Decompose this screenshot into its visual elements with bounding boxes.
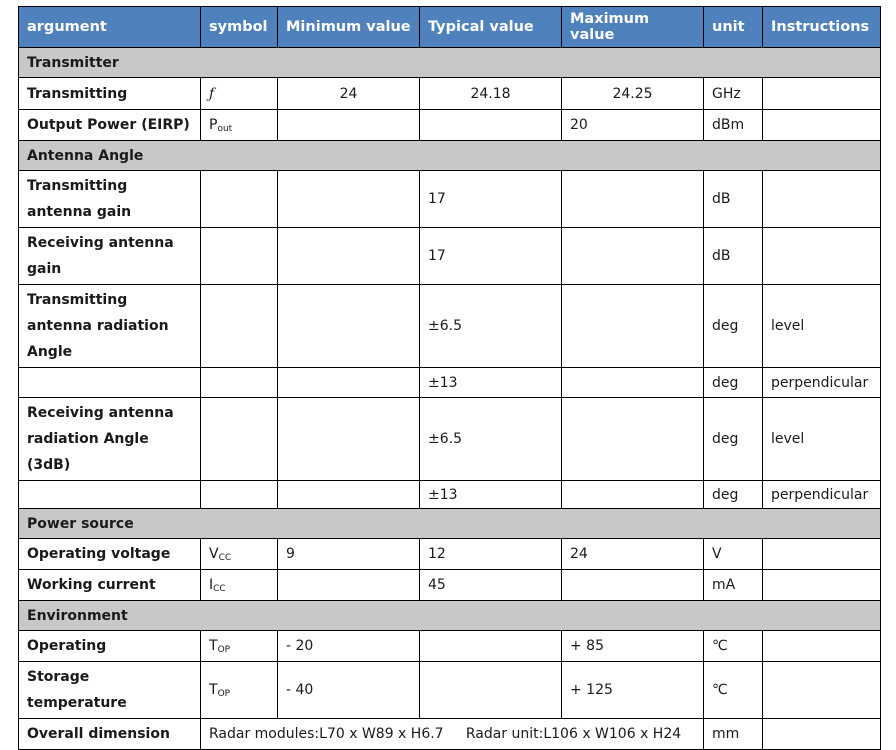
- typ-cell: ±13: [420, 368, 562, 398]
- max-cell: + 85: [562, 631, 704, 662]
- specification-table: [18, 6, 881, 750]
- unit-cell: mm: [704, 719, 763, 750]
- min-cell: [278, 570, 420, 601]
- table-row: [19, 398, 881, 481]
- typ-cell: 17: [420, 171, 562, 228]
- section-power: Power source: [19, 509, 881, 539]
- typ-cell: 12: [420, 539, 562, 570]
- table-row: [19, 285, 881, 368]
- instructions-cell: level: [763, 398, 881, 481]
- argument-cell: Transmitting: [19, 78, 201, 110]
- min-cell: 24: [278, 78, 420, 110]
- header-row: [19, 7, 881, 48]
- argument-cell: Output Power (EIRP): [19, 110, 201, 141]
- instructions-cell: [763, 78, 881, 110]
- symbol-main: T: [209, 681, 218, 698]
- instructions-cell: perpendicular: [763, 368, 881, 398]
- argument-cell: Receiving antenna gain: [19, 228, 201, 285]
- typ-cell: ±6.5: [420, 285, 562, 368]
- min-cell: [278, 171, 420, 228]
- unit-cell: deg: [704, 398, 763, 481]
- symbol-cell: [201, 481, 278, 509]
- min-cell: [278, 285, 420, 368]
- symbol-subscript: OP: [217, 644, 231, 655]
- min-cell: 9: [278, 539, 420, 570]
- unit-cell: dBm: [704, 110, 763, 141]
- typ-cell: ±13: [420, 481, 562, 509]
- max-cell: 24: [562, 539, 704, 570]
- max-cell: [562, 368, 704, 398]
- min-cell: [278, 368, 420, 398]
- instructions-cell: [763, 171, 881, 228]
- argument-cell: Receiving antenna radiation Angle (3dB): [19, 398, 201, 481]
- min-cell: [278, 110, 420, 141]
- dimension-value-cell: Radar modules:L70 x W89 x H6.7 Radar unit:L106 x W106 x H24: [201, 719, 704, 750]
- typ-cell: [420, 631, 562, 662]
- instructions-cell: [763, 570, 881, 601]
- header-unit: unit: [704, 7, 763, 48]
- max-cell: 24.25: [562, 78, 704, 110]
- table-row: [19, 228, 881, 285]
- table-row: [19, 368, 881, 398]
- argument-cell: Transmitting antenna gain: [19, 171, 201, 228]
- argument-cell: Transmitting antenna radiation Angle: [19, 285, 201, 368]
- min-cell: [278, 398, 420, 481]
- header-typical: Typical value: [420, 7, 562, 48]
- max-cell: [562, 171, 704, 228]
- min-cell: [278, 228, 420, 285]
- section-row: [19, 601, 881, 631]
- min-cell: - 20: [278, 631, 420, 662]
- header-maximum: Maximum value: [562, 7, 704, 48]
- typ-cell: [420, 110, 562, 141]
- symbol-cell: [201, 228, 278, 285]
- symbol-cell: ƒ: [201, 78, 278, 110]
- section-row: [19, 141, 881, 171]
- header-instructions: Instructions: [763, 7, 881, 48]
- argument-cell: [19, 368, 201, 398]
- header-argument: argument: [19, 7, 201, 48]
- table-row: [19, 78, 881, 110]
- symbol-main: V: [209, 545, 219, 562]
- unit-cell: dB: [704, 228, 763, 285]
- unit-cell: ℃: [704, 662, 763, 719]
- unit-cell: deg: [704, 481, 763, 509]
- unit-cell: V: [704, 539, 763, 570]
- max-cell: [562, 570, 704, 601]
- table-row: [19, 539, 881, 570]
- instructions-cell: perpendicular: [763, 481, 881, 509]
- header-symbol: symbol: [201, 7, 278, 48]
- unit-cell: GHz: [704, 78, 763, 110]
- table-row: [19, 662, 881, 719]
- instructions-cell: level: [763, 285, 881, 368]
- argument-cell: Storage temperature: [19, 662, 201, 719]
- symbol-cell: [201, 171, 278, 228]
- argument-cell: Operating: [19, 631, 201, 662]
- table-row: [19, 481, 881, 509]
- unit-cell: mA: [704, 570, 763, 601]
- instructions-cell: [763, 631, 881, 662]
- instructions-cell: [763, 539, 881, 570]
- table-row: [19, 570, 881, 601]
- table-row: [19, 719, 881, 750]
- typ-cell: 24.18: [420, 78, 562, 110]
- symbol-subscript: CC: [213, 583, 226, 594]
- instructions-cell: [763, 110, 881, 141]
- section-antenna: Antenna Angle: [19, 141, 881, 171]
- symbol-cell: [201, 662, 278, 719]
- section-transmitter: Transmitter: [19, 48, 881, 78]
- max-cell: [562, 398, 704, 481]
- argument-cell: Overall dimension: [19, 719, 201, 750]
- symbol-cell: [201, 368, 278, 398]
- symbol-cell: [201, 570, 278, 601]
- symbol-cell: [201, 631, 278, 662]
- symbol-main: P: [209, 116, 218, 133]
- symbol-main: T: [209, 637, 218, 654]
- symbol-cell: [201, 110, 278, 141]
- instructions-cell: [763, 719, 881, 750]
- section-environment: Environment: [19, 601, 881, 631]
- typ-cell: ±6.5: [420, 398, 562, 481]
- symbol-cell: [201, 539, 278, 570]
- min-cell: [278, 481, 420, 509]
- max-cell: [562, 285, 704, 368]
- instructions-cell: [763, 228, 881, 285]
- typ-cell: [420, 662, 562, 719]
- symbol-cell: [201, 398, 278, 481]
- symbol-subscript: out: [217, 123, 233, 134]
- max-cell: [562, 228, 704, 285]
- min-cell: - 40: [278, 662, 420, 719]
- unit-cell: deg: [704, 285, 763, 368]
- unit-cell: deg: [704, 368, 763, 398]
- symbol-subscript: OP: [217, 688, 231, 699]
- table-row: [19, 110, 881, 141]
- table-row: [19, 171, 881, 228]
- instructions-cell: [763, 662, 881, 719]
- typ-cell: 17: [420, 228, 562, 285]
- header-minimum: Minimum value: [278, 7, 420, 48]
- table-row: [19, 631, 881, 662]
- unit-cell: dB: [704, 171, 763, 228]
- section-row: [19, 48, 881, 78]
- symbol-main: I: [209, 576, 214, 593]
- spec-table-container: [18, 6, 880, 750]
- symbol-cell: [201, 285, 278, 368]
- argument-cell: [19, 481, 201, 509]
- symbol-subscript: CC: [218, 552, 232, 563]
- section-row: [19, 509, 881, 539]
- typ-cell: 45: [420, 570, 562, 601]
- unit-cell: ℃: [704, 631, 763, 662]
- max-cell: 20: [562, 110, 704, 141]
- argument-cell: Operating voltage: [19, 539, 201, 570]
- max-cell: [562, 481, 704, 509]
- argument-cell: Working current: [19, 570, 201, 601]
- max-cell: + 125: [562, 662, 704, 719]
